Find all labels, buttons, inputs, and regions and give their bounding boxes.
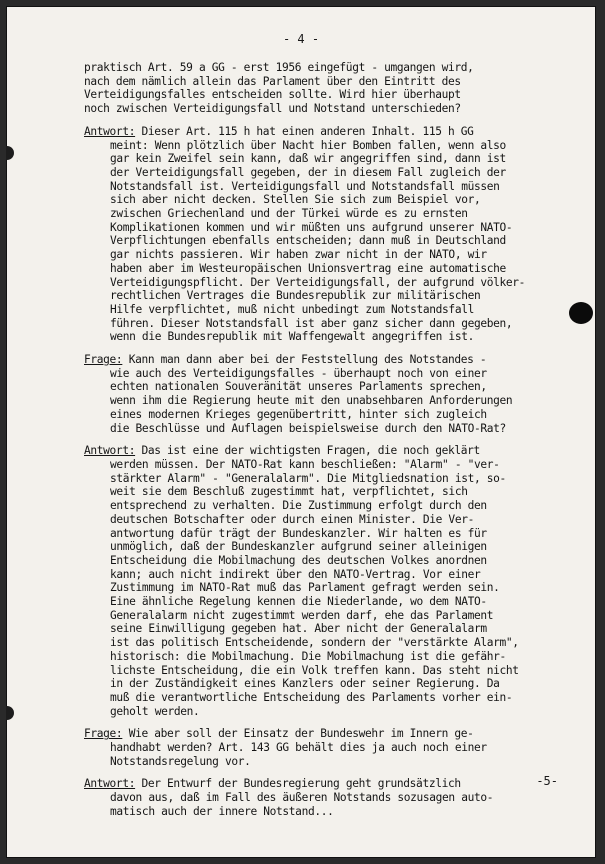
line-text: gar kein Zweifel sein kann, daß wir angegriffen sind, dann ist [110,152,506,166]
line-text: rechtlichen Vertrages die Bundesrepublik zur militärischen [110,289,481,303]
text-line [84,394,589,408]
line-text: muß die verantwortliche Entscheidung des Parlaments vorher ein- [110,690,513,704]
qa-block [84,125,589,344]
line-text: Hilfe verpflichtet, muß nicht unbedingt zum Notstandsfall [110,302,474,316]
text-line [84,75,589,89]
line-text: in der Zuständigkeit eines Kanzlers oder seiner Regierung. Da [110,677,500,691]
text-line [84,458,589,472]
line-text: noch zwischen Verteidigungsfall und Notstand unterschieden? [84,102,461,116]
answer-label: Antwort: [84,777,136,791]
text-line [84,777,589,791]
text-line [84,303,589,317]
punch-hole [6,706,14,720]
qa-block [84,444,589,718]
line-text: Komplikationen kommen und wir müßten uns aufgrund unserer NATO- [110,220,513,234]
text-line [84,791,589,805]
text-line [84,691,589,705]
line-text: Notstandsregelung vor. [110,754,251,768]
text-line [84,289,589,303]
qa-block [84,727,589,768]
text-line [84,102,589,116]
answer-label: Antwort: [84,124,136,138]
line-text: antwortung dafür trägt der Bundeskanzler. Wir halten es für [110,526,487,540]
line-text: Notstandsfall ist. Verteidigungsfall und Notstandsfall müssen [110,179,500,193]
text-line [84,554,589,568]
text-line [84,609,589,623]
document-body [84,61,589,828]
line-text: historisch: die Mobilmachung. Die Mobilmachung ist die gefähr- [110,649,506,663]
text-line [84,166,589,180]
text-line [84,234,589,248]
line-text: handhabt werden? Art. 143 GG behält dies ja auch noch einer [110,741,487,755]
text-block [84,61,589,116]
line-text: entsprechend zu verhalten. Die Zustimmung erfolgt durch den [110,499,487,513]
line-text: praktisch Art. 59 a GG - erst 1956 eingefügt - umgangen wird, [84,61,474,74]
punch-hole [6,146,14,160]
text-line [84,677,589,691]
line-text: nach dem nämlich allein das Parlament über den Eintritt des [84,74,461,88]
text-line [84,262,589,276]
text-line [84,207,589,221]
answer-label: Antwort: [84,444,136,458]
text-line [84,755,589,769]
line-text: gar nichts passieren. Wir haben zwar nicht in der NATO, wir [110,248,487,262]
text-line [84,664,589,678]
line-text: Verteidigungsfalles entscheiden sollte. Wird hier überhaupt [84,88,461,102]
text-line [84,705,589,719]
text-line [84,152,589,166]
text-line [84,408,589,422]
text-line [84,485,589,499]
line-text: Entscheidung die Mobilmachung des deutschen Volkes anordnen [110,553,487,567]
line-text: Kann man dann aber bei der Feststellung des Notstandes - [122,353,487,367]
text-line [84,125,589,139]
line-text: zwischen Griechenland und der Türkei würde es zu ernsten [110,207,468,221]
page-number: - 4 - [282,32,320,46]
text-line [84,221,589,235]
line-text: unmöglich, daß der Bundeskanzler aufgrund seiner alleinigen [110,540,487,554]
line-text: die Beschlüsse und Auflagen beispielsweise durch den NATO-Rat? [110,421,506,435]
line-text: davon aus, daß im Fall des äußeren Notstands sozusagen auto- [110,791,494,805]
line-text: Der Entwurf der Bundesregierung geht grundsätzlich [135,777,461,791]
text-line [84,422,589,436]
line-text: Verteidigungspflicht. Der Verteidigungsfall, der aufgrund völker- [110,275,526,289]
line-text: stärkter Alarm" - "Generalalarm". Die Mitgliedsnation ist, so- [110,471,506,485]
text-line [84,650,589,664]
line-text: matisch auch der innere Notstand... [110,804,334,818]
qa-block [84,777,589,818]
text-line [84,741,589,755]
line-text: lichste Entscheidung, die ein Volk treffen kann. Das steht nicht [110,663,519,677]
text-line [84,317,589,331]
text-line [84,636,589,650]
text-line [84,499,589,513]
document-page [6,6,596,858]
text-line [84,727,589,741]
text-line [84,568,589,582]
text-line [84,248,589,262]
line-text: sich aber nicht decken. Stellen Sie sich zum Beispiel vor, [110,193,481,207]
line-text: deutschen Botschafter oder durch einen Minister. Die Ver- [110,512,474,526]
text-line [84,527,589,541]
line-text: eines modernen Krieges gegenübertritt, hinter sich zugleich [110,407,487,421]
text-line [84,193,589,207]
text-line [84,444,589,458]
text-line [84,581,589,595]
line-text: Das ist eine der wichtigsten Fragen, die noch geklärt [135,444,480,458]
line-text: Generalalarm nicht zugestimmt werden darf, ehe das Parlament [110,608,494,622]
line-text: Dieser Art. 115 h hat einen anderen Inhalt. 115 h GG [135,124,474,138]
text-line [84,540,589,554]
line-text: Verpflichtungen ebenfalls entscheiden; dann muß in Deutschland [110,234,506,248]
text-line [84,595,589,609]
text-line [84,513,589,527]
line-text: haben aber im Westeuropäischen Unionsvertrag eine automatische [110,261,506,275]
line-text: Wie aber soll der Einsatz der Bundeswehr im Innern ge- [122,727,474,741]
line-text: wenn ihm die Regierung heute mit den unabsehbaren Anforderungen [110,394,513,408]
text-line [84,805,589,819]
text-line [84,180,589,194]
ink-blot [569,302,593,324]
text-line [84,276,589,290]
line-text: echten nationalen Souveränität unseres Parlaments sprechen, [110,380,487,394]
text-line [84,330,589,344]
line-text: Eine ähnliche Regelung kennen die Niederlande, wo dem NATO- [110,595,487,609]
question-label: Frage: [84,353,123,367]
line-text: geholt werden. [110,704,200,718]
line-text: werden müssen. Der NATO-Rat kann beschließen: "Alarm" - "ver- [110,457,500,471]
line-text: seine Einwilligung gegeben hat. Aber nicht der Generalalarm [110,622,487,636]
text-line [84,88,589,102]
line-text: weit sie dem Beschluß zugestimmt hat, verpflichtet, sich [110,485,468,499]
text-line [84,472,589,486]
line-text: der Verteidigungsfall gegeben, der in diesem Fall zugleich der [110,165,506,179]
line-text: Zustimmung im NATO-Rat muß das Parlament gefragt werden sein. [110,581,500,595]
line-text: wenn die Bundesrepublik mit Waffengewalt angegriffen ist. [110,330,474,344]
next-page-marker: -5- [536,774,558,788]
text-line [84,353,589,367]
text-line [84,367,589,381]
text-line [84,139,589,153]
line-text: ist das politisch Entscheidende, sondern der "verstärkte Alarm", [110,636,519,650]
text-line [84,622,589,636]
line-text: führen. Dieser Notstandsfall ist aber ganz sicher dann gegeben, [110,316,513,330]
line-text: kann; auch nicht indirekt über den NATO-Vertrag. Vor einer [110,567,481,581]
text-line [84,380,589,394]
qa-block [84,353,589,435]
question-label: Frage: [84,727,123,741]
line-text: meint: Wenn plötzlich über Nacht hier Bomben fallen, wenn also [110,138,506,152]
line-text: wie auch des Verteidigungsfalles - überhaupt noch von einer [110,366,487,380]
text-line [84,61,589,75]
